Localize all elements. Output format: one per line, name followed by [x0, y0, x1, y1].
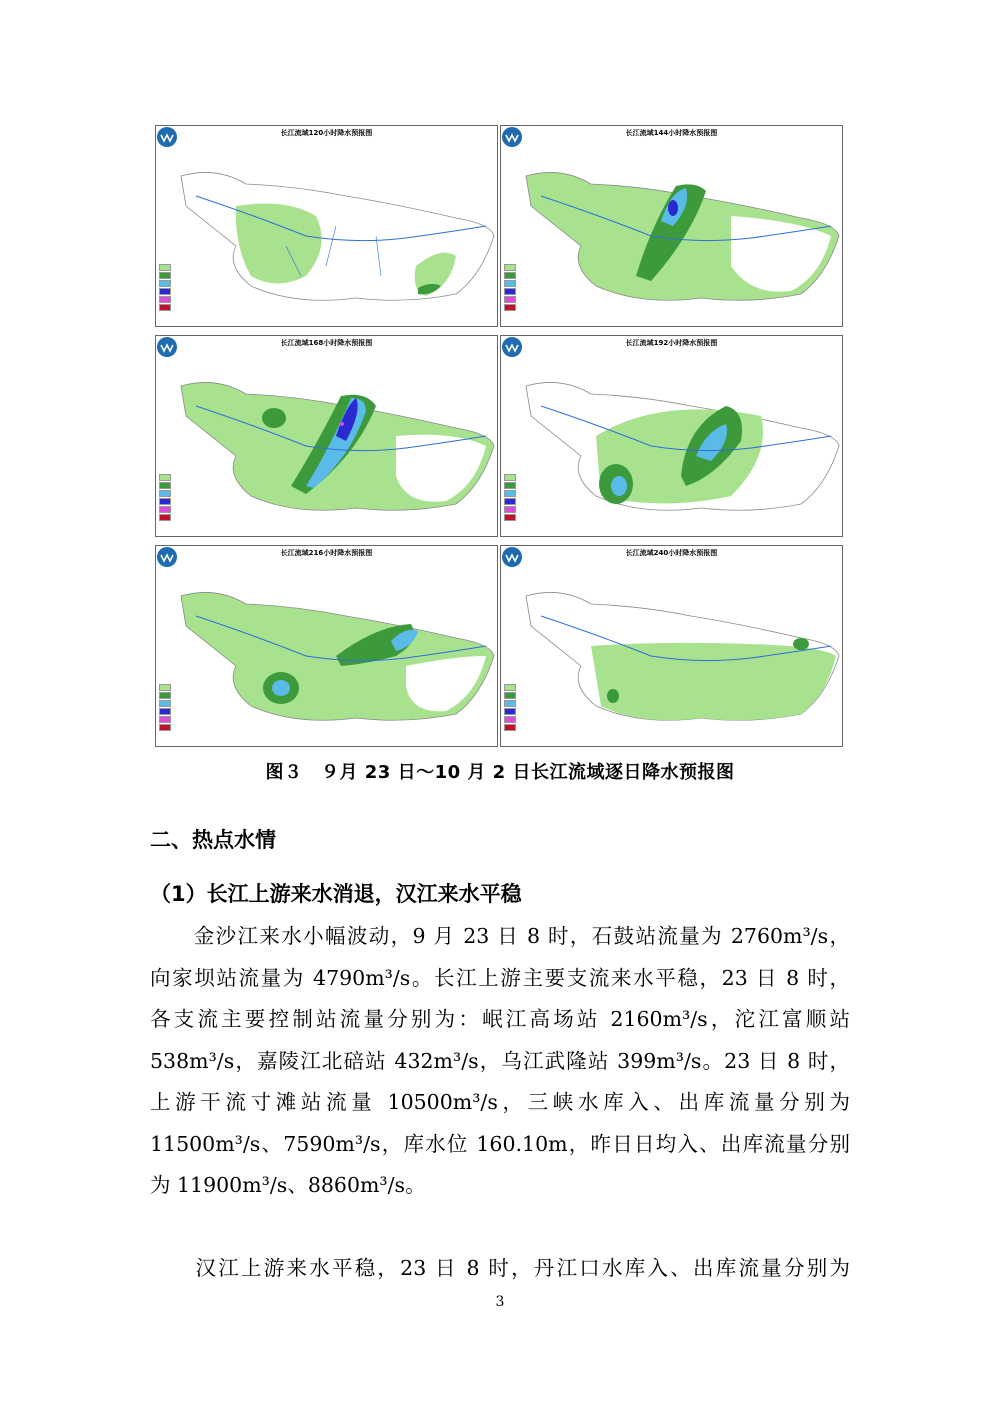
legend: [159, 474, 171, 522]
text-line: 汉江上游来水平稳，23 日 8 时，丹江口水库入、出库流量分别为: [150, 1256, 850, 1280]
logo-icon: [501, 336, 523, 358]
text-line: 为 11900m³/s、8860m³/s。: [150, 1173, 426, 1197]
legend: [504, 264, 516, 312]
text-line: 各支流主要控制站流量分别为：岷江高场站 2160m³/s，沱江富顺站: [150, 1007, 850, 1031]
forecast-map-216h: [156, 546, 498, 747]
logo-icon: [156, 126, 178, 148]
panel-title: 长江流域120小时降水预报图: [280, 129, 373, 137]
page-number: 3: [495, 1294, 505, 1310]
logo-icon: [501, 126, 523, 148]
legend: [159, 264, 171, 312]
figure-caption: 图３ ９月 23 日～10 月 2 日长江流域逐日降水预报图: [265, 762, 735, 783]
forecast-map-192h: [501, 336, 843, 537]
logo-icon: [501, 546, 523, 568]
text-line: 538m³/s，嘉陵江北碚站 432m³/s，乌江武隆站 399m³/s。23 日 8 时，: [150, 1048, 850, 1073]
legend: [504, 684, 516, 732]
forecast-map-panel: [155, 125, 498, 327]
text-line: 金沙江来水小幅波动，9 月 23 日 8 时，石鼓站流量为 2760m³/s，: [150, 924, 850, 948]
section-subheading: （1）长江上游来水消退，汉江来水平稳: [150, 882, 522, 906]
text-line: 上游干流寸滩站流量 10500m³/s，三峡水库入、出库流量分别为: [150, 1090, 850, 1114]
logo-icon: [156, 336, 178, 358]
panel-title: 长江流域192小时降水预报图: [625, 339, 718, 347]
precipitation-forecast-figure: [155, 125, 845, 745]
section-heading: 二、热点水情: [150, 828, 276, 852]
forecast-map-120h: [156, 126, 498, 327]
forecast-map-panel: [155, 335, 498, 537]
forecast-map-panel: [500, 545, 843, 747]
text-line: 向家坝站流量为 4790m³/s。长江上游主要支流来水平稳，23 日 8 时，: [150, 965, 850, 990]
logo-icon: [156, 546, 178, 568]
forecast-map-168h: [156, 336, 498, 537]
panel-title: 长江流域216小时降水预报图: [280, 549, 373, 557]
forecast-map-panel: [155, 545, 498, 747]
paragraph-hanjiang: [150, 1248, 850, 1290]
forecast-map-panel: [500, 335, 843, 537]
panel-title: 长江流域240小时降水预报图: [625, 549, 718, 557]
forecast-map-240h: [501, 546, 843, 747]
legend: [159, 684, 171, 732]
forecast-map-144h: [501, 126, 843, 327]
panel-title: 长江流域168小时降水预报图: [280, 339, 373, 347]
paragraph-upper-yangtze: [150, 916, 850, 1207]
panel-title: 长江流域144小时降水预报图: [625, 129, 718, 137]
forecast-map-panel: [500, 125, 843, 327]
text-line: 11500m³/s、7590m³/s，库水位 160.10m，昨日日均入、出库流量分别: [150, 1131, 850, 1156]
legend: [504, 474, 516, 522]
